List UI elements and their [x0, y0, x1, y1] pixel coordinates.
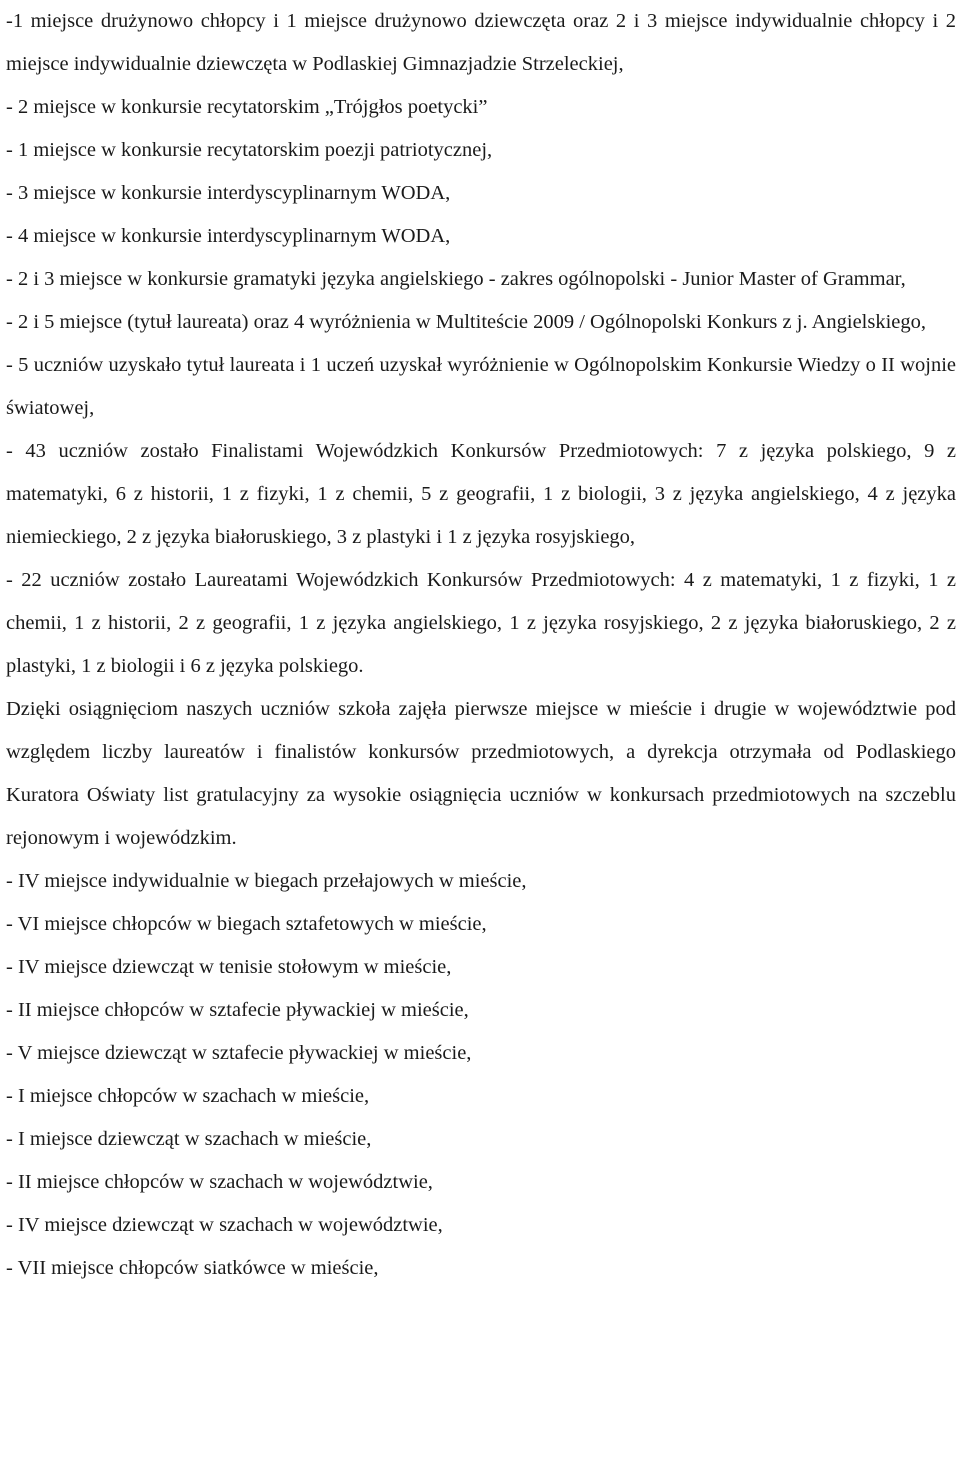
list-item-sport: - I miejsce dziewcząt w szachach w mieście, — [6, 1128, 372, 1150]
paragraph-summary: Dzięki osiągnięciom naszych uczniów szkoła zajęła pierwsze miejsce w mieście i drugie w województwie pod względem liczby laureatów i finalistów konkursów przedmiotowych, a dyrekcja otrzymała od Podlaskiego Kuratora Oświaty list gratulacyjny za wysokie osiągnięcia uczniów w konkursach przedmiotowych na szczeblu rejonowym i wojewódzkim. — [6, 698, 956, 849]
document-body — [6, 0, 956, 1290]
paragraph-trojglos: - 2 miejsce w konkursie recytatorskim „Trójgłos poetycki” — [6, 96, 488, 118]
list-item-sport: - I miejsce chłopców w szachach w mieście, — [6, 1085, 370, 1107]
list-item-sport: - VI miejsce chłopców w biegach sztafetowych w mieście, — [6, 913, 487, 935]
paragraph-woda-3: - 3 miejsce w konkursie interdyscyplinarnym WODA, — [6, 182, 451, 204]
list-item-sport: - IV miejsce indywidualnie w biegach przełajowych w mieście, — [6, 870, 527, 892]
list-item-sport: - II miejsce chłopców w sztafecie pływackiej w mieście, — [6, 999, 469, 1021]
paragraph-junior-master: - 2 i 3 miejsce w konkursie gramatyki języka angielskiego - zakres ogólnopolski - Junior Master of Grammar, — [6, 268, 906, 290]
paragraph-multitest: - 2 i 5 miejsce (tytuł laureata) oraz 4 wyróżnienia w Multiteście 2009 / Ogólnopolski Konkurs z j. Angielskiego, — [6, 311, 927, 333]
paragraph-ii-wojna: - 5 uczniów uzyskało tytuł laureata i 1 uczeń uzyskał wyróżnienie w Ogólnopolskim Konkursie Wiedzy o II wojnie światowej, — [6, 354, 956, 419]
list-item-sport: - IV miejsce dziewcząt w szachach w województwie, — [6, 1214, 443, 1236]
paragraph-gimnazjada: -1 miejsce drużynowo chłopcy i 1 miejsce drużynowo dziewczęta oraz 2 i 3 miejsce indywidualnie chłopcy i 2 miejsce indywidualnie dziewczęta w Podlaskiej Gimnazjadzie Strzeleckiej, — [6, 10, 956, 75]
list-item-sport: - IV miejsce dziewcząt w tenisie stołowym w mieście, — [6, 956, 452, 978]
paragraph-laureaci: - 22 uczniów zostało Laureatami Wojewódzkich Konkursów Przedmiotowych: 4 z matematyki, 1 z fizyki, 1 z chemii, 1 z historii, 2 z geografii, 1 z języka angielskiego, 1 z języka rosyjskiego, 2 z języka białoruskiego, 2 z plastyki, 1 z biologii i 6 z języka polskiego. — [6, 569, 956, 677]
list-item-sport: - V miejsce dziewcząt w sztafecie pływackiej w mieście, — [6, 1042, 472, 1064]
list-item-sport: - VII miejsce chłopców siatkówce w mieście, — [6, 1257, 379, 1279]
list-item-sport: - II miejsce chłopców w szachach w województwie, — [6, 1171, 433, 1193]
paragraph-woda-4: - 4 miejsce w konkursie interdyscyplinarnym WODA, — [6, 225, 451, 247]
paragraph-poezja-patriotyczna: - 1 miejsce w konkursie recytatorskim poezji patriotycznej, — [6, 139, 493, 161]
paragraph-finalisci: - 43 uczniów zostało Finalistami Wojewódzkich Konkursów Przedmiotowych: 7 z języka polskiego, 9 z matematyki, 6 z historii, 1 z fizyki, 1 z chemii, 5 z geografii, 1 z biologii, 3 z języka angielskiego, 4 z języka niemieckiego, 2 z języka białoruskiego, 3 z plastyki i 1 z języka rosyjskiego, — [6, 440, 956, 548]
